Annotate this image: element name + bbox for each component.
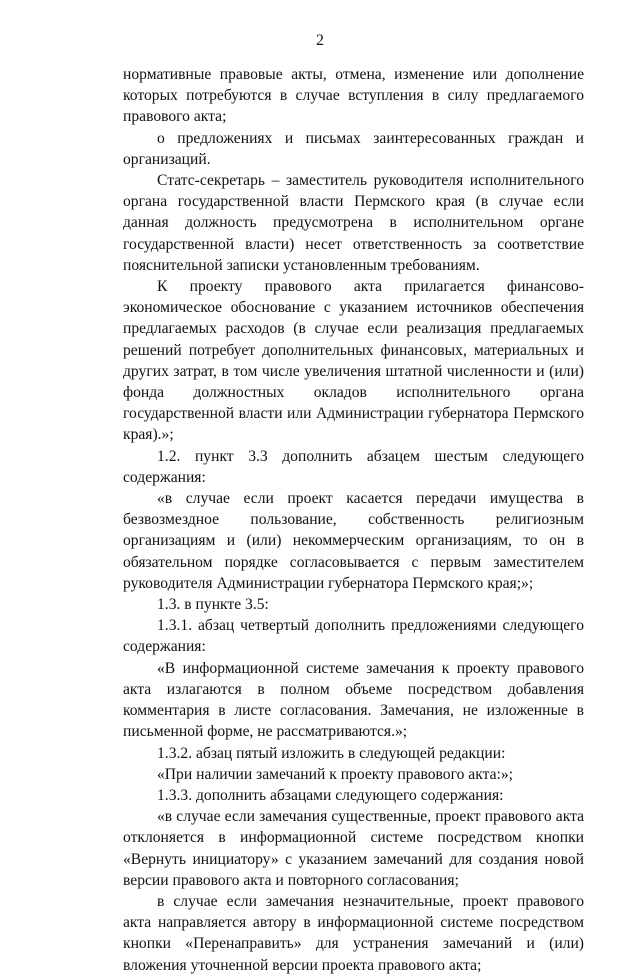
paragraph-11: «При наличии замечаний к проекту правового акта:»;: [157, 765, 513, 783]
paragraph-6: «в случае если проект касается передачи имущества в безвозмездное пользование, собственность религиозным организациям и (или) некоммерческим организациям, то он в обязательном порядке согласовывается с первым заместителем руководителя Администрации губернатора Пермского края;»;: [123, 490, 584, 592]
paragraph-1: нормативные правовые акты, отмена, изменение или дополнение которых потребуются в случае вступления в силу предлагаемого правового акта;: [123, 66, 584, 126]
paragraph-3: Статс-секретарь – заместитель руководителя исполнительного органа государственной власти Пермского края (в случае если данная должность предусмотрена в исполнительном органе государственной власти) несет ответственность за соответствие пояснительной записки установленным требованиям.: [123, 172, 584, 274]
paragraph-12: 1.3.3. дополнить абзацами следующего содержания:: [157, 786, 504, 804]
paragraph-4: К проекту правового акта прилагается финансово-экономическое обоснование с указанием источников обеспечения предлагаемых расходов (в случае если реализация предлагаемых решений потребует дополнительных финансовых, материальных и других затрат, в том числе увеличения штатной численности и (или) фонда должностных окладов исполнительного органа государственной власти или Администрации губернатора Пермского края).»;: [123, 278, 584, 444]
paragraph-10: 1.3.2. абзац пятый изложить в следующей редакции:: [157, 744, 506, 762]
paragraph-9: «В информационной системе замечания к проекту правового акта излагаются в полном объеме посредством добавления комментария в листе согласования. Замечания, не изложенные в письменной форме, не рассматриваются.»;: [123, 659, 584, 741]
paragraph-14: в случае если замечания незначительные, проект правового акта направляется автору в информационной системе посредством кнопки «Перенаправить» для устранения замечаний и (или) вложения уточненной версии проекта правового акта;: [123, 892, 584, 974]
paragraph-5: 1.2. пункт 3.3 дополнить абзацем шестым следующего содержания:: [123, 447, 584, 486]
paragraph-8: 1.3.1. абзац четвертый дополнить предложениями следующего содержания:: [123, 617, 584, 656]
paragraph-2: о предложениях и письмах заинтересованных граждан и организаций.: [123, 129, 584, 168]
paragraph-13: «в случае если замечания существенные, проект правового акта отклоняется в информационной системе посредством кнопки «Вернуть инициатору» с указанием замечаний для создания новой версии правового акта и повторного согласования;: [123, 808, 584, 889]
paragraph-7: 1.3. в пункте 3.5:: [157, 596, 269, 614]
page-number: 2: [316, 32, 324, 49]
document-body: [123, 64, 584, 976]
